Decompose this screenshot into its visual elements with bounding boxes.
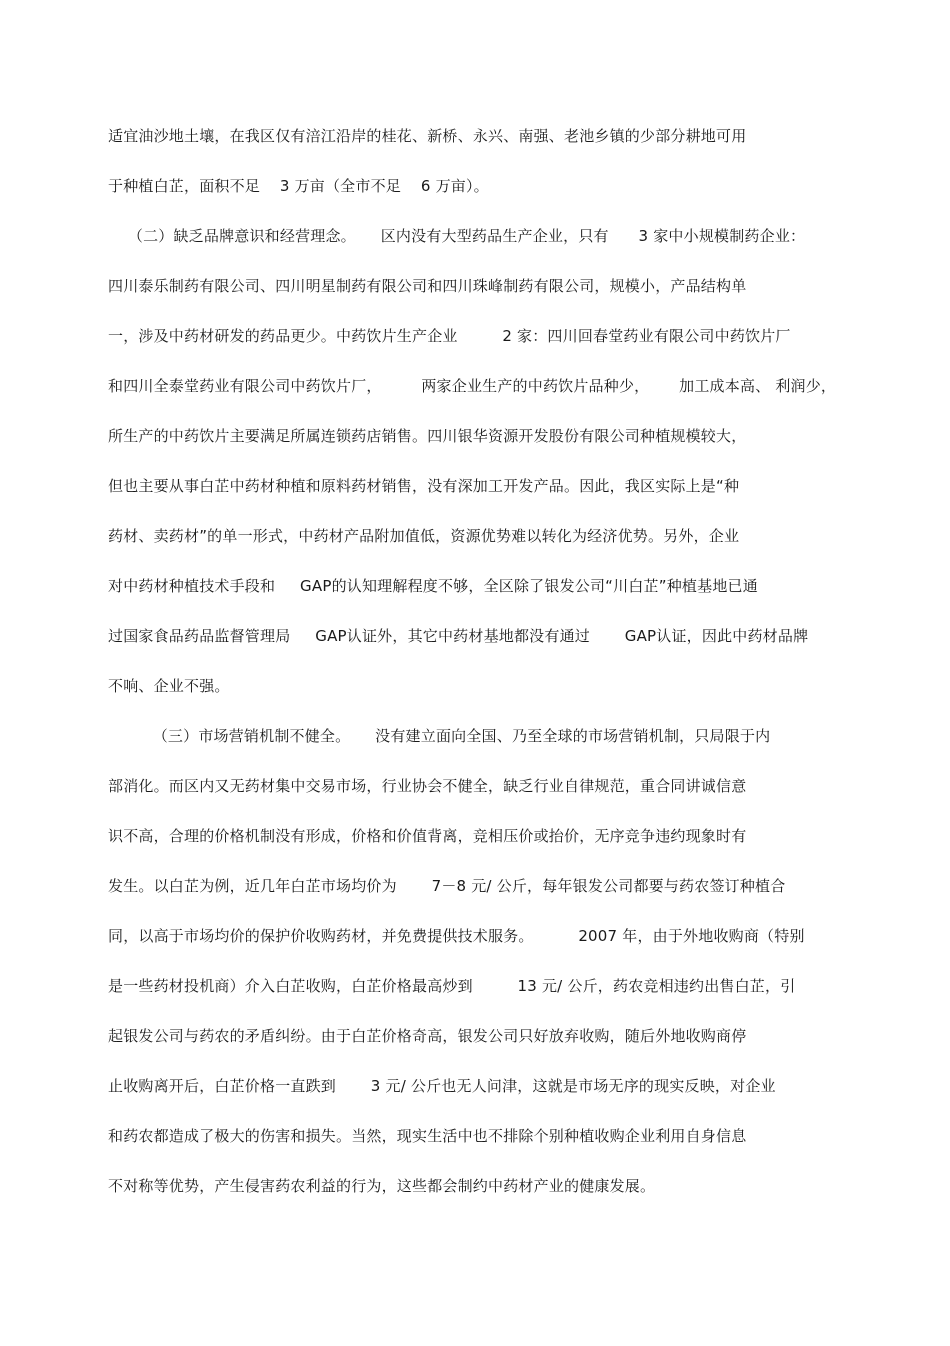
text-line: 和四川全泰堂药业有限公司中药饮片厂， 两家企业生产的中药饮片品种少， 加工成本高、 利润少， — [108, 377, 837, 395]
text-line: 过国家食品药品监督管理局 GAP认证外，其它中药材基地都没有通过 GAP认证，因此中药材品牌 — [108, 627, 809, 645]
text-line: （三）市场营销机制不健全。 没有建立面向全国、乃至全球的市场营销机制，只局限于内 — [108, 727, 771, 745]
text-line: 不响、企业不强。 — [108, 677, 230, 695]
text-line: 同，以高于市场均价的保护价收购药材，并免费提供技术服务。 2007 年，由于外地收购商（特别 — [108, 927, 805, 945]
text-line: 所生产的中药饮片主要满足所属连锁药店销售。四川银华资源开发股份有限公司种植规模较大， — [108, 427, 747, 445]
text-line: （二）缺乏品牌意识和经营理念。 区内没有大型药品生产企业，只有 3 家中小规模制药企业： — [108, 227, 806, 245]
text-line: 部消化。而区内又无药材集中交易市场，行业协会不健全，缺乏行业自律规范，重合同讲诚信意 — [108, 777, 747, 795]
text-line: 适宜油沙地土壤，在我区仅有涪江沿岸的桂花、新桥、永兴、南强、老池乡镇的少部分耕地可用 — [108, 127, 747, 145]
text-line: 不对称等优势，产生侵害药农利益的行为，这些都会制约中药材产业的健康发展。 — [108, 1177, 656, 1195]
text-line: 发生。以白芷为例，近几年白芷市场均价为 7－8 元/ 公斤，每年银发公司都要与药农签订种植合 — [108, 877, 786, 895]
text-line: 一，涉及中药材研发的药品更少。中药饮片生产企业 2 家：四川回春堂药业有限公司中药饮片厂 — [108, 327, 791, 345]
text-line: 识不高，合理的价格机制没有形成，价格和价值背离，竞相压价或抬价，无序竞争违约现象时有 — [108, 827, 747, 845]
text-line: 于种植白芷，面积不足 3 万亩（全市不足 6 万亩）。 — [108, 177, 489, 195]
text-line: 止收购离开后，白芷价格一直跌到 3 元/ 公斤也无人问津，这就是市场无序的现实反映，对企业 — [108, 1077, 776, 1095]
text-line: 起银发公司与药农的矛盾纠纷。由于白芷价格奇高，银发公司只好放弃收购，随后外地收购商停 — [108, 1027, 747, 1045]
text-line: 四川泰乐制药有限公司、四川明星制药有限公司和四川珠峰制药有限公司，规模小，产品结构单 — [108, 277, 747, 295]
text-line: 对中药材种植技术手段和 GAP的认知理解程度不够，全区除了银发公司“川白芷”种植基地已通 — [108, 577, 758, 595]
text-line: 但也主要从事白芷中药材种植和原料药材销售，没有深加工开发产品。因此，我区实际上是“种 — [108, 477, 740, 495]
text-line: 和药农都造成了极大的伤害和损失。当然，现实生活中也不排除个别种植收购企业利用自身信息 — [108, 1127, 747, 1145]
text-line: 药材、卖药材”的单一形式，中药材产品附加值低，资源优势难以转化为经济优势。另外，企业 — [108, 527, 740, 545]
text-line: 是一些药材投机商）介入白芷收购，白芷价格最高炒到 13 元/ 公斤，药农竞相违约出售白芷，引 — [108, 977, 796, 995]
